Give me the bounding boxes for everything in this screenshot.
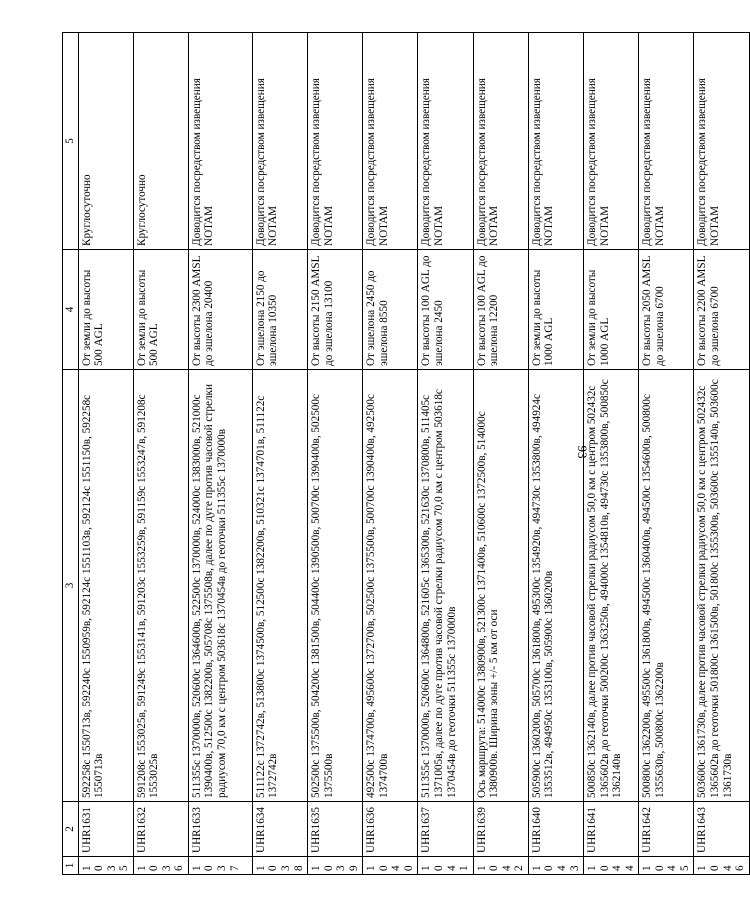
row-number: 1039	[308, 857, 363, 875]
zone-code: UHR1643	[694, 802, 749, 857]
row-number: 1045	[639, 857, 694, 875]
zone-code: UHR1642	[639, 802, 694, 857]
zone-code: UHR1639	[473, 802, 528, 857]
zone-coordinates: 502500с 1375500в, 504200с 1381500в, 504400с 1390500в, 500700с 1390400в, 502500с 1375500в	[308, 370, 363, 802]
row-number: 1044	[584, 857, 639, 875]
altitude-limits: От высоты 2200 AMSL до эшелона 6700	[694, 250, 749, 370]
table-row	[252, 33, 307, 875]
zone-code: UHR1634	[252, 802, 307, 857]
zone-code: UHR1637	[418, 802, 473, 857]
header-col-4: 4	[63, 250, 79, 370]
zone-coordinates: 500800с 1362200в, 495500с 1361800в, 494500с 1360400в, 494500с 1354600в, 500800с 1355630в, 500800с 1362200в	[639, 370, 694, 802]
zone-coordinates: 511355с 1370000в, 520600с 1364600в, 522500с 1370000в, 524000с 1383000в, 521000с 1390400в, 512500с 1382200в, 505708с 1375508в, далее по дуге против часовой стрелки радиусом 70,0 км с центром 503618с 1370454в до геоточки 511355с 1370000в	[188, 370, 252, 802]
zone-coordinates: 492500с 1374700в, 495600с 1372700в, 502500с 1375500в, 500700с 1390400в, 492500с 1374700в	[363, 370, 418, 802]
page-number: 93	[575, 445, 590, 459]
zone-code: UHR1631	[78, 802, 133, 857]
altitude-limits: От земли до высоты 500 AGL	[78, 250, 133, 370]
activation-time: Доводится посредством извещения NOTAM	[363, 33, 418, 250]
table-row	[584, 33, 639, 875]
row-number: 1040	[363, 857, 418, 875]
zone-code: UHR1641	[584, 802, 639, 857]
zone-coordinates: 503600с 1361730в, далее против часовой стрелки радиусом 50,0 км с центром 502432с 1365602в до геоточки 501800с 1361500в, 501800с 1355300в, 503600с 1355140в, 503600с 1361730в	[694, 370, 749, 802]
zone-code: UHR1635	[308, 802, 363, 857]
row-number: 1042	[473, 857, 528, 875]
altitude-limits: От высоты 2050 AMSL до эшелона 6700	[639, 250, 694, 370]
header-col-3: 3	[63, 370, 79, 802]
table-row	[78, 33, 133, 875]
row-number: 1038	[252, 857, 307, 875]
zone-coordinates: Ось маршрута: 514000с 1380900в, 521300с 1371400в, 510600с 1372500в, 514000с 1380900в. Ширина зоны +/- 5 км от оси	[473, 370, 528, 802]
row-number: 1036	[133, 857, 188, 875]
activation-time: Доводится посредством извещения NOTAM	[188, 33, 252, 250]
zone-code: UHR1633	[188, 802, 252, 857]
altitude-limits: От высоты 2300 AMSL до эшелона 20400	[188, 250, 252, 370]
zone-coordinates: 591208с 1553025в, 591249с 1553141в, 591203с 1553259в, 591159с 1553247в, 591208с 1553025в	[133, 370, 188, 802]
table-row	[133, 33, 188, 875]
row-number: 1043	[528, 857, 583, 875]
activation-time: Доводится посредством извещения NOTAM	[639, 33, 694, 250]
altitude-limits: От высоты 100 AGL до эшелона 2450	[418, 250, 473, 370]
table-row	[418, 33, 473, 875]
table-row	[528, 33, 583, 875]
activation-time: Доводится посредством извещения NOTAM	[418, 33, 473, 250]
header-row	[63, 33, 79, 875]
row-number: 1046	[694, 857, 749, 875]
table-row	[363, 33, 418, 875]
activation-time: Доводится посредством извещения NOTAM	[473, 33, 528, 250]
header-col-5: 5	[63, 33, 79, 250]
activation-time: Доводится посредством извещения NOTAM	[694, 33, 749, 250]
table-row	[639, 33, 694, 875]
table-row	[308, 33, 363, 875]
activation-time: Доводится посредством извещения NOTAM	[584, 33, 639, 250]
zone-code: UHR1636	[363, 802, 418, 857]
activation-time: Круглосуточно	[78, 33, 133, 250]
zone-coordinates: 511355с 1370000в, 520600с 1364800в, 521605с 1365300в, 521630с 1370800в, 511405с 1371005в, далее по дуге против часовой стрелки радиусом 70,0 км с центром 503618с 1370454в до геоточки 511355с 1370000в	[418, 370, 473, 802]
altitude-limits: От земли до высоты 1000 AGL	[528, 250, 583, 370]
altitude-limits: От земли до высоты 500 AGL	[133, 250, 188, 370]
zone-coordinates: 500850с 1362140в, далее против часовой стрелки радиусом 50,0 км с центром 502432с 1365602в до геоточки 500200с 1363250в, 494000с 1354810в, 494730с 1353800в, 500850с 1362140в	[584, 370, 639, 802]
row-number: 1041	[418, 857, 473, 875]
table-row	[473, 33, 528, 875]
altitude-limits: От эшелона 2150 до эшелона 10350	[252, 250, 307, 370]
zone-coordinates: 505900с 1360200в, 505700с 1361800в, 495300с 1354920в, 494730с 1353800в, 494924с 1353512в, 494950с 1353100в, 505900с 1360200в	[528, 370, 583, 802]
altitude-limits: От высоты 100 AGL до эшелона 12200	[473, 250, 528, 370]
zone-coordinates: 592258с 1550713в, 592240с 1550959в, 592124с 1551103в, 592124с 1551150в, 592258с 1550713в	[78, 370, 133, 802]
activation-time: Круглосуточно	[133, 33, 188, 250]
activation-time: Доводится посредством извещения NOTAM	[528, 33, 583, 250]
altitude-limits: От земли до высоты 1000 AGL	[584, 250, 639, 370]
altitude-limits: От эшелона 2450 до эшелона 8550	[363, 250, 418, 370]
zone-code: UHR1632	[133, 802, 188, 857]
zone-coordinates: 511122с 1372742в, 513800с 1374500в, 512500с 1382200в, 510321с 1374701в, 511122с 1372742в	[252, 370, 307, 802]
zone-code: UHR1640	[528, 802, 583, 857]
row-number: 1037	[188, 857, 252, 875]
activation-time: Доводится посредством извещения NOTAM	[308, 33, 363, 250]
header-col-2: 2	[63, 802, 79, 857]
header-col-1: 1	[63, 857, 79, 875]
row-number: 1035	[78, 857, 133, 875]
table-row	[188, 33, 252, 875]
table-row	[694, 33, 749, 875]
airspace-table	[62, 32, 750, 875]
altitude-limits: От высоты 2150 AMSL до эшелона 13100	[308, 250, 363, 370]
activation-time: Доводится посредством извещения NOTAM	[252, 33, 307, 250]
